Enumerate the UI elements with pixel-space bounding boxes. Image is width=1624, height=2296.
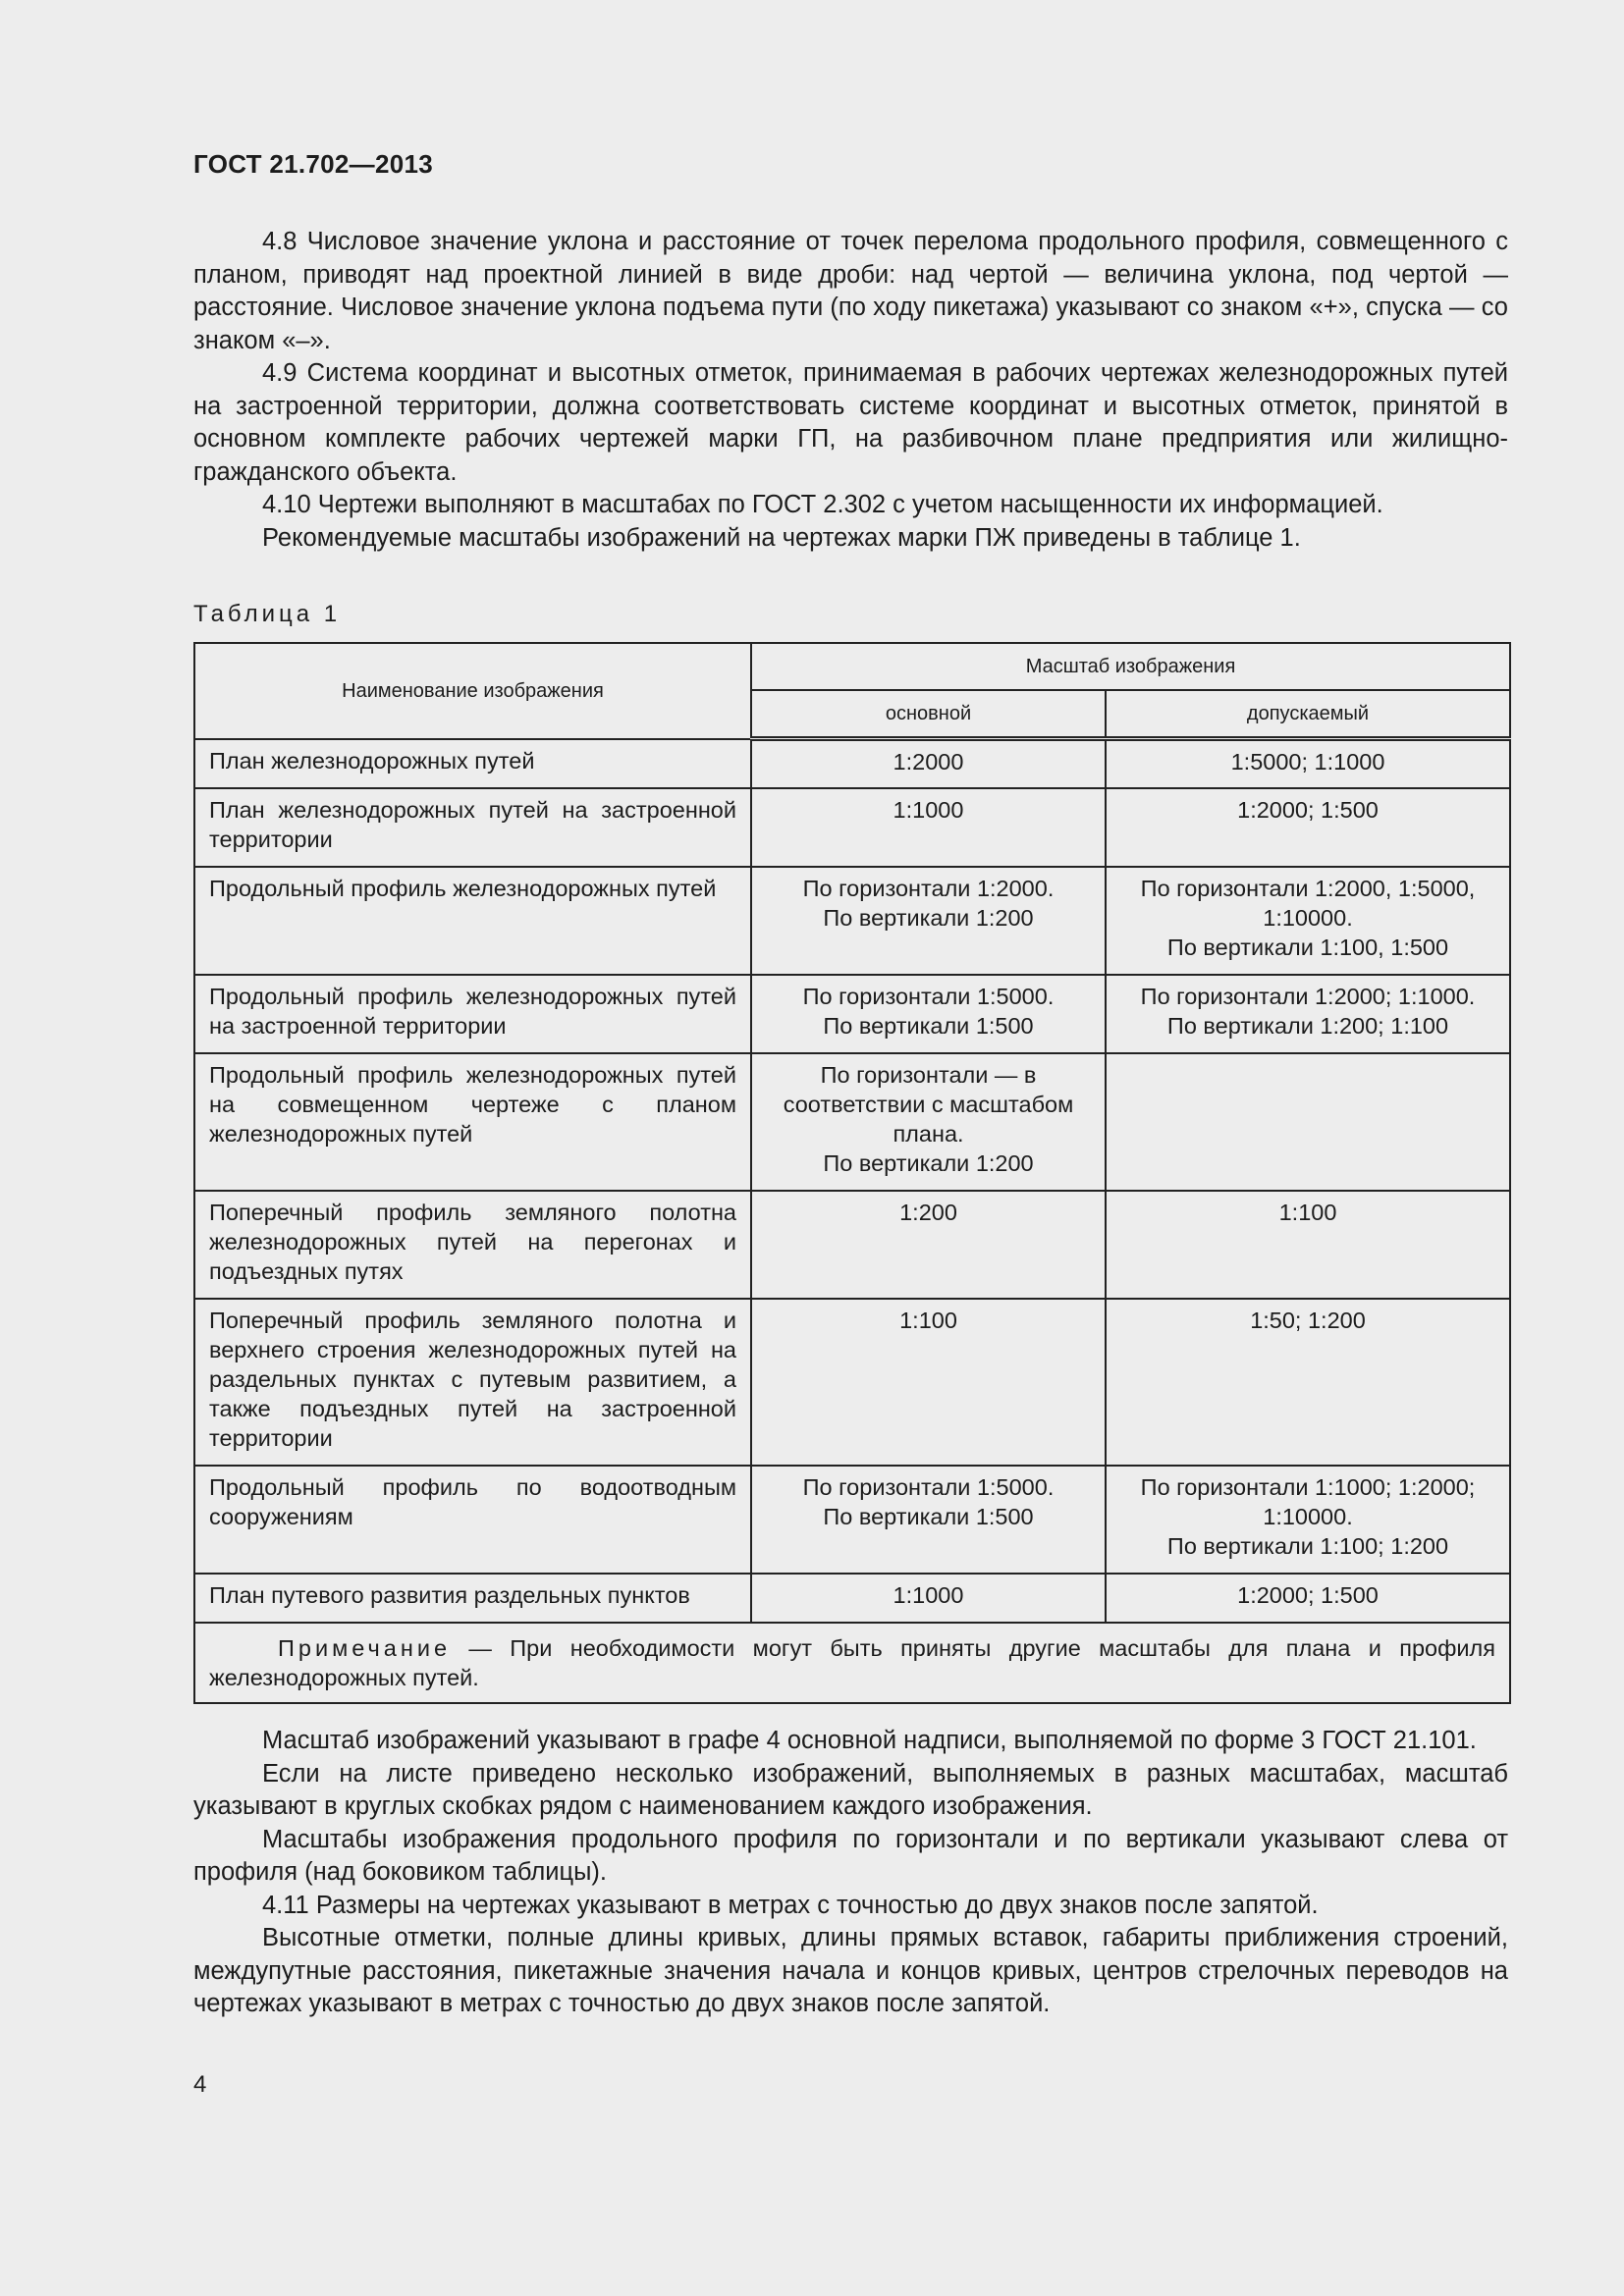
table-caption: Таблица 1: [193, 601, 342, 627]
table-row: [194, 867, 1510, 975]
cell-main: 1:2000: [751, 739, 1106, 788]
header-name: Наименование изображения: [194, 643, 751, 739]
cell-main: По горизонтали 1:5000. По вертикали 1:500: [751, 975, 1106, 1053]
top-text-section: [193, 226, 1508, 555]
paragraph-multiple-scales: Если на листе приведено несколько изображений, выполняемых в разных масштабах, масштаб указывают в круглых скобках рядом с наименованием каждого изображения.: [193, 1759, 1508, 1820]
cell-name: План железнодорожных путей на застроенной территории: [194, 788, 751, 867]
header-allowed: допускаемый: [1106, 690, 1510, 739]
cell-name: Продольный профиль по водоотводным сооружениям: [194, 1466, 751, 1574]
cell-allowed: По горизонтали 1:2000, 1:5000, 1:10000. По вертикали 1:100, 1:500: [1106, 867, 1510, 975]
cell-allowed: [1106, 1053, 1510, 1191]
cell-main: 1:1000: [751, 788, 1106, 867]
table-body: [194, 739, 1510, 1703]
table-row: [194, 1574, 1510, 1623]
cell-name: Поперечный профиль земляного полотна железнодорожных путей на перегонах и подъездных путях: [194, 1191, 751, 1299]
document-header: ГОСТ 21.702—2013: [193, 149, 434, 179]
cell-allowed: По горизонтали 1:1000; 1:2000; 1:10000. По вертикали 1:100; 1:200: [1106, 1466, 1510, 1574]
cell-name: План путевого развития раздельных пунктов: [194, 1574, 751, 1623]
scale-table: [193, 642, 1511, 1704]
paragraph-profile-scales: Масштабы изображения продольного профиля по горизонтали и по вертикали указывают слева от профиля (над боковиком таблицы).: [193, 1825, 1508, 1886]
cell-name: Продольный профиль железнодорожных путей на совмещенном чертеже с планом железнодорожных путей: [194, 1053, 751, 1191]
cell-name: Продольный профиль железнодорожных путей: [194, 867, 751, 975]
paragraph-table-reference: Рекомендуемые масштабы изображений на чертежах марки ПЖ приведены в таблице 1.: [262, 523, 1301, 552]
cell-main: По горизонтали 1:5000. По вертикали 1:500: [751, 1466, 1106, 1574]
cell-main: 1:200: [751, 1191, 1106, 1299]
cell-main: 1:1000: [751, 1574, 1106, 1623]
paragraph-elevations: Высотные отметки, полные длины кривых, длины прямых вставок, габариты приближения строений, междупутные расстояния, пикетажные значения начала и концов кривых, центров стрелочных переводов на чертежах указывают в метрах с точностью до двух знаков после запятой.: [193, 1924, 1508, 2017]
cell-main: По горизонтали 1:2000. По вертикали 1:200: [751, 867, 1106, 975]
paragraph-4-10: 4.10 Чертежи выполняют в масштабах по ГОСТ 2.302 с учетом насыщенности их информацией.: [262, 491, 1383, 518]
table-note-row: [194, 1623, 1510, 1703]
header-main: основной: [751, 690, 1106, 739]
bottom-text-section: [193, 1725, 1508, 2021]
cell-name: Поперечный профиль земляного полотна и верхнего строения железнодорожных путей на раздельных пунктах с путевым развитием, а также подъездных путей на застроенной территории: [194, 1299, 751, 1466]
cell-name: Продольный профиль железнодорожных путей на застроенной территории: [194, 975, 751, 1053]
cell-main: По горизонтали — в соответствии с масштабом плана. По вертикали 1:200: [751, 1053, 1106, 1191]
cell-allowed: По горизонтали 1:2000; 1:1000. По вертикали 1:200; 1:100: [1106, 975, 1510, 1053]
page-number: 4: [193, 2071, 207, 2098]
cell-name: План железнодорожных путей: [194, 739, 751, 788]
cell-allowed: 1:100: [1106, 1191, 1510, 1299]
table-row: [194, 1191, 1510, 1299]
table-row: [194, 788, 1510, 867]
table-note: [194, 1623, 1510, 1703]
table-row: [194, 739, 1510, 788]
table-row: [194, 975, 1510, 1053]
cell-allowed: 1:2000; 1:500: [1106, 1574, 1510, 1623]
table-row: [194, 1299, 1510, 1466]
cell-allowed: 1:5000; 1:1000: [1106, 739, 1510, 788]
cell-allowed: 1:2000; 1:500: [1106, 788, 1510, 867]
note-text: — При необходимости могут быть приняты другие масштабы для плана и профиля железнодорожных путей.: [209, 1634, 1495, 1690]
paragraph-4-9: 4.9 Система координат и высотных отметок, принимаемая в рабочих чертежах железнодорожных путей на застроенной территории, должна соответствовать системе координат и высотных отметок, принятой в основном комплекте рабочих чертежей марки ГП, на разбивочном плане предприятия или жилищно-гражданского объекта.: [193, 359, 1508, 486]
table-row: [194, 1053, 1510, 1191]
paragraph-4-8: 4.8 Числовое значение уклона и расстояние от точек перелома продольного профиля, совмещенного с планом, приводят над проектной линией в виде дроби: над чертой — величина уклона, под чертой — расстояние. Числовое значение уклона подъема пути (по ходу пикетажа) указывают со знаком «+», спуска — со знаком «–».: [193, 228, 1508, 354]
cell-main: 1:100: [751, 1299, 1106, 1466]
paragraph-scale-field: Масштаб изображений указывают в графе 4 основной надписи, выполняемой по форме 3 ГОСТ 21.101.: [262, 1727, 1477, 1754]
paragraph-4-11: 4.11 Размеры на чертежах указывают в метрах с точностью до двух знаков после запятой.: [262, 1891, 1319, 1919]
header-scale: Масштаб изображения: [751, 643, 1510, 690]
cell-allowed: 1:50; 1:200: [1106, 1299, 1510, 1466]
note-label: Примечание: [278, 1634, 452, 1661]
table-row: [194, 1466, 1510, 1574]
